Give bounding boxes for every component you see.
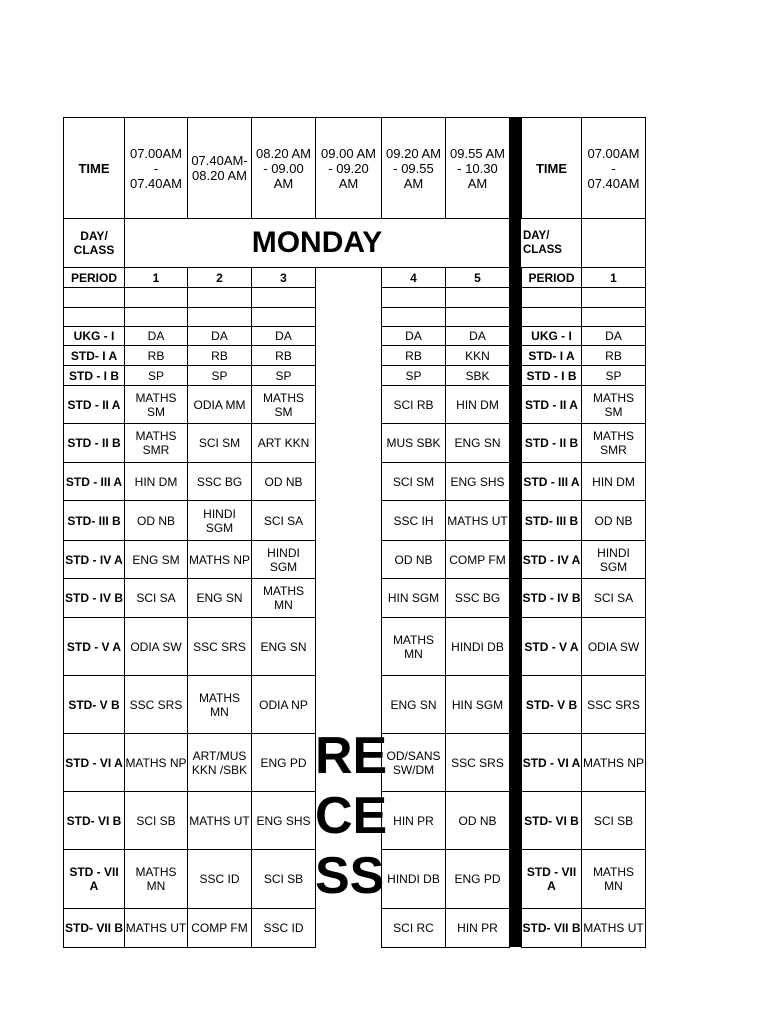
recess-label: SS — [315, 847, 385, 905]
subject-cell: ODIA SW — [581, 617, 646, 676]
subject-cell: SSC BG — [187, 462, 252, 501]
subject-cell: MUS SBK — [381, 423, 446, 463]
subject-cell: HINDI DB — [381, 849, 446, 909]
subject-cell: MATHS MN — [381, 617, 446, 676]
subject-cell: HIN PR — [381, 791, 446, 850]
subject-cell: ENG PD — [445, 849, 510, 909]
subject-cell: SCI SA — [251, 500, 316, 541]
blank-cell — [445, 287, 510, 308]
subject-cell: MATHS UT — [187, 791, 252, 850]
subject-cell: SP — [581, 365, 646, 386]
subject-cell: SCI SB — [251, 849, 316, 909]
subject-cell: OD NB — [124, 500, 188, 541]
subject-cell: RB — [187, 345, 252, 366]
subject-cell: DA — [251, 326, 316, 346]
subject-cell: HIN DM — [124, 462, 188, 501]
blank-cell — [251, 287, 316, 308]
subject-cell: HIN DM — [581, 462, 646, 501]
subject-cell: MATHS SM — [251, 385, 316, 424]
subject-cell: OD NB — [581, 500, 646, 541]
blank-cell — [63, 287, 125, 308]
subject-cell: MATHS MN — [187, 675, 252, 734]
subject-cell: SSC ID — [251, 908, 316, 948]
subject-cell: ODIA SW — [124, 617, 188, 676]
class-name: STD- VII B — [521, 908, 582, 948]
subject-cell: DA — [381, 326, 446, 346]
class-name: UKG - I — [521, 326, 582, 346]
blank-cell — [124, 307, 188, 327]
class-name: STD - V A — [521, 617, 582, 676]
period-number: 1 — [124, 267, 188, 288]
subject-cell: DA — [445, 326, 510, 346]
subject-cell: SSC SRS — [124, 675, 188, 734]
time-slot: 08.20 AM - 09.00 AM — [251, 117, 316, 219]
subject-cell: MATHS SMR — [581, 423, 646, 463]
subject-cell: SP — [381, 365, 446, 386]
subject-cell: HIN SGM — [381, 578, 446, 618]
class-name: STD - III A — [521, 462, 582, 501]
class-name: STD - VII A — [63, 849, 125, 909]
class-name: STD- VI B — [521, 791, 582, 850]
subject-cell: SSC IH — [381, 500, 446, 541]
subject-cell: MATHS UT — [445, 500, 510, 541]
subject-cell: MATHS MN — [124, 849, 188, 909]
subject-cell: HINDI DB — [445, 617, 510, 676]
time-label: TIME — [521, 117, 582, 219]
blank-cell — [521, 307, 582, 327]
class-name: STD - VI A — [521, 733, 582, 792]
recess-label: RE — [315, 727, 388, 785]
subject-cell: ENG SN — [251, 617, 316, 676]
day-title: MONDAY — [251, 226, 383, 259]
class-name: STD - II B — [521, 423, 582, 463]
blank-cell — [251, 307, 316, 327]
subject-cell: ENG SN — [445, 423, 510, 463]
subject-cell: SP — [124, 365, 188, 386]
blank-cell — [63, 307, 125, 327]
subject-cell: HINDI SGM — [251, 540, 316, 579]
period-number: 2 — [187, 267, 252, 288]
subject-cell: HINDI SGM — [581, 540, 646, 579]
subject-cell: ODIA NP — [251, 675, 316, 734]
subject-cell: OD NB — [381, 540, 446, 579]
subject-cell: RB — [124, 345, 188, 366]
period-number: 1 — [581, 267, 646, 288]
subject-cell: DA — [124, 326, 188, 346]
class-name: STD - V A — [63, 617, 125, 676]
subject-cell: ENG PD — [251, 733, 316, 792]
subject-cell: SSC SRS — [581, 675, 646, 734]
blank-cell — [521, 287, 582, 308]
subject-cell: ART/MUS KKN /SBK — [187, 733, 252, 792]
subject-cell: SCI SM — [187, 423, 252, 463]
subject-cell: COMP FM — [187, 908, 252, 948]
subject-cell: SCI SB — [581, 791, 646, 850]
subject-cell: MATHS UT — [124, 908, 188, 948]
subject-cell: SSC BG — [445, 578, 510, 618]
subject-cell: SBK — [445, 365, 510, 386]
class-name: STD - II B — [63, 423, 125, 463]
class-name: STD - IV B — [521, 578, 582, 618]
subject-cell: ENG SHS — [251, 791, 316, 850]
time-slot: 07.40AM- 08.20 AM — [187, 117, 252, 219]
blank-cell — [581, 307, 646, 327]
subject-cell: ENG SN — [187, 578, 252, 618]
table-cell — [581, 218, 646, 268]
time-slot: 09.20 AM - 09.55 AM — [381, 117, 446, 219]
class-name: STD- III B — [521, 500, 582, 541]
subject-cell: COMP FM — [445, 540, 510, 579]
class-name: STD- VI B — [63, 791, 125, 850]
period-number: 5 — [445, 267, 510, 288]
period-number: 4 — [381, 267, 446, 288]
subject-cell: ODIA MM — [187, 385, 252, 424]
time-slot: 09.55 AM - 10.30 AM — [445, 117, 510, 219]
subject-cell: SSC SRS — [445, 733, 510, 792]
subject-cell: MATHS SM — [124, 385, 188, 424]
time-label: TIME — [63, 117, 125, 219]
blank-cell — [124, 287, 188, 308]
subject-cell: DA — [187, 326, 252, 346]
subject-cell: SCI SA — [124, 578, 188, 618]
blank-cell — [187, 287, 252, 308]
subject-cell: OD NB — [251, 462, 316, 501]
time-slot: 07.00AM - 07.40AM — [581, 117, 646, 219]
subject-cell: HINDI SGM — [187, 500, 252, 541]
subject-cell: SSC SRS — [187, 617, 252, 676]
time-slot: 07.00AM - 07.40AM — [124, 117, 188, 219]
subject-cell: SSC ID — [187, 849, 252, 909]
time-slot: 09.00 AM - 09.20 AM — [315, 117, 382, 219]
class-name: STD- III B — [63, 500, 125, 541]
blank-cell — [445, 307, 510, 327]
recess-label: CE — [315, 787, 388, 845]
subject-cell: SCI SB — [124, 791, 188, 850]
class-name: STD - VII A — [521, 849, 582, 909]
class-name: STD - IV A — [63, 540, 125, 579]
subject-cell: ENG SN — [381, 675, 446, 734]
class-name: UKG - I — [63, 326, 125, 346]
subject-cell: RB — [251, 345, 316, 366]
class-name: STD - VI A — [63, 733, 125, 792]
blank-cell — [187, 307, 252, 327]
subject-cell: DA — [581, 326, 646, 346]
class-name: STD- I A — [521, 345, 582, 366]
day-class-label: DAY/ CLASS — [63, 218, 125, 268]
period-label: PERIOD — [63, 267, 125, 288]
subject-cell: OD NB — [445, 791, 510, 850]
day-frame — [124, 218, 509, 268]
subject-cell: HIN PR — [445, 908, 510, 948]
class-name: STD - II A — [521, 385, 582, 424]
subject-cell: MATHS NP — [187, 540, 252, 579]
class-name: STD- V B — [521, 675, 582, 734]
subject-cell: MATHS NP — [581, 733, 646, 792]
subject-cell: MATHS SMR — [124, 423, 188, 463]
class-name: STD - I B — [521, 365, 582, 386]
class-name: STD - IV B — [63, 578, 125, 618]
period-number: 3 — [251, 267, 316, 288]
column-separator — [509, 117, 521, 947]
subject-cell: ENG SM — [124, 540, 188, 579]
subject-cell: ART KKN — [251, 423, 316, 463]
subject-cell: HIN SGM — [445, 675, 510, 734]
subject-cell: KKN — [445, 345, 510, 366]
subject-cell: ENG SHS — [445, 462, 510, 501]
subject-cell: MATHS NP — [124, 733, 188, 792]
class-name: STD - III A — [63, 462, 125, 501]
subject-cell: MATHS MN — [581, 849, 646, 909]
blank-cell — [381, 307, 446, 327]
blank-cell — [381, 287, 446, 308]
class-name: STD - II A — [63, 385, 125, 424]
subject-cell: SP — [187, 365, 252, 386]
subject-cell: SCI SM — [381, 462, 446, 501]
subject-cell: MATHS SM — [581, 385, 646, 424]
subject-cell: SCI SA — [581, 578, 646, 618]
subject-cell: HIN DM — [445, 385, 510, 424]
class-name: STD- VII B — [63, 908, 125, 948]
subject-cell: MATHS MN — [251, 578, 316, 618]
class-name: STD - IV A — [521, 540, 582, 579]
subject-cell: RB — [581, 345, 646, 366]
subject-cell: MATHS UT — [581, 908, 646, 948]
day-class-label: DAY/ CLASS — [523, 230, 562, 256]
blank-cell — [581, 287, 646, 308]
subject-cell: OD/SANS SW/DM — [381, 733, 446, 792]
subject-cell: SP — [251, 365, 316, 386]
class-name: STD - I B — [63, 365, 125, 386]
period-label: PERIOD — [521, 267, 582, 288]
subject-cell: SCI RC — [381, 908, 446, 948]
subject-cell: SCI RB — [381, 385, 446, 424]
subject-cell: RB — [381, 345, 446, 366]
class-name: STD- V B — [63, 675, 125, 734]
class-name: STD- I A — [63, 345, 125, 366]
